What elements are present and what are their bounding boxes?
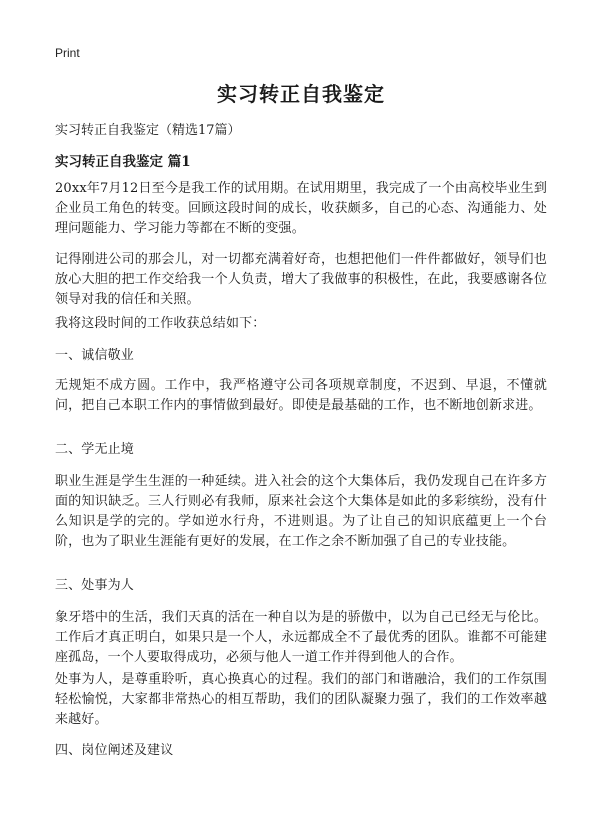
print-link[interactable]: Print [55,46,80,60]
document-subtitle: 实习转正自我鉴定（精选17篇） [55,123,241,138]
paragraph-thanks: 记得刚进公司的那会儿，对一切都充满着好奇，也想把他们一件件都做好，领导们也放心大胆的把工作交给我一个人负责，增大了我做事的积极性，在此，我要感谢各位领导对我的信任和关照。 [55,252,547,307]
paragraph-learning: 职业生涯是学生生涯的一种延续。进入社会的这个大集体后，我仍发现自己在许多方面的知识缺乏。三人行则必有我师，原来社会这个大集体是如此的多彩缤纷，没有什么知识是学的完的。学如逆水行舟，不进则退。为了让自己的知识底蕴更上一个台阶，也为了职业生涯能有更好的发展，在工作之余不断加强了自己的专业技能。 [55,474,547,549]
subheading-learning: 二、学无止境 [55,442,134,457]
paragraph-conduct-2: 处事为人，是尊重聆听，真心换真心的过程。我们的部门和谐融洽，我们的工作氛围轻松愉悦，大家都非常热心的相互帮助，我们的团队凝聚力强了，我们的工作效率越来越好。 [55,672,547,727]
subheading-integrity: 一、诚信敬业 [55,348,134,363]
paragraph-conduct-1: 象牙塔中的生活，我们天真的活在一种自以为是的骄傲中，以为自己已经无与伦比。工作后才真正明白，如果只是一个人，永远都成全不了最优秀的团队。谁都不可能建座孤岛，一个人要取得成功，必须与他人一道工作并得到他人的合作。 [55,610,547,665]
subheading-position: 四、岗位阐述及建议 [55,743,174,758]
subheading-conduct: 三、处事为人 [55,578,134,593]
paragraph-intro: 20xx年7月12日至今是我工作的试用期。在试用期里，我完成了一个由高校毕业生到企业员工角色的转变。回顾这段时间的成长，收获颇多，自己的心态、沟通能力、处理问题能力、学习能力等都在不断的变强。 [55,181,547,236]
paragraph-summary-lead: 我将这段时间的工作收获总结如下： [55,316,266,331]
paragraph-integrity: 无规矩不成方圆。工作中，我严格遵守公司各项规章制度，不迟到、早退，不懂就问，把自己本职工作内的事情做到最好。即使是最基础的工作，也不断地创新求进。 [55,378,547,413]
document-title: 实习转正自我鉴定 [217,82,385,106]
section-heading: 实习转正自我鉴定 篇1 [55,154,191,170]
